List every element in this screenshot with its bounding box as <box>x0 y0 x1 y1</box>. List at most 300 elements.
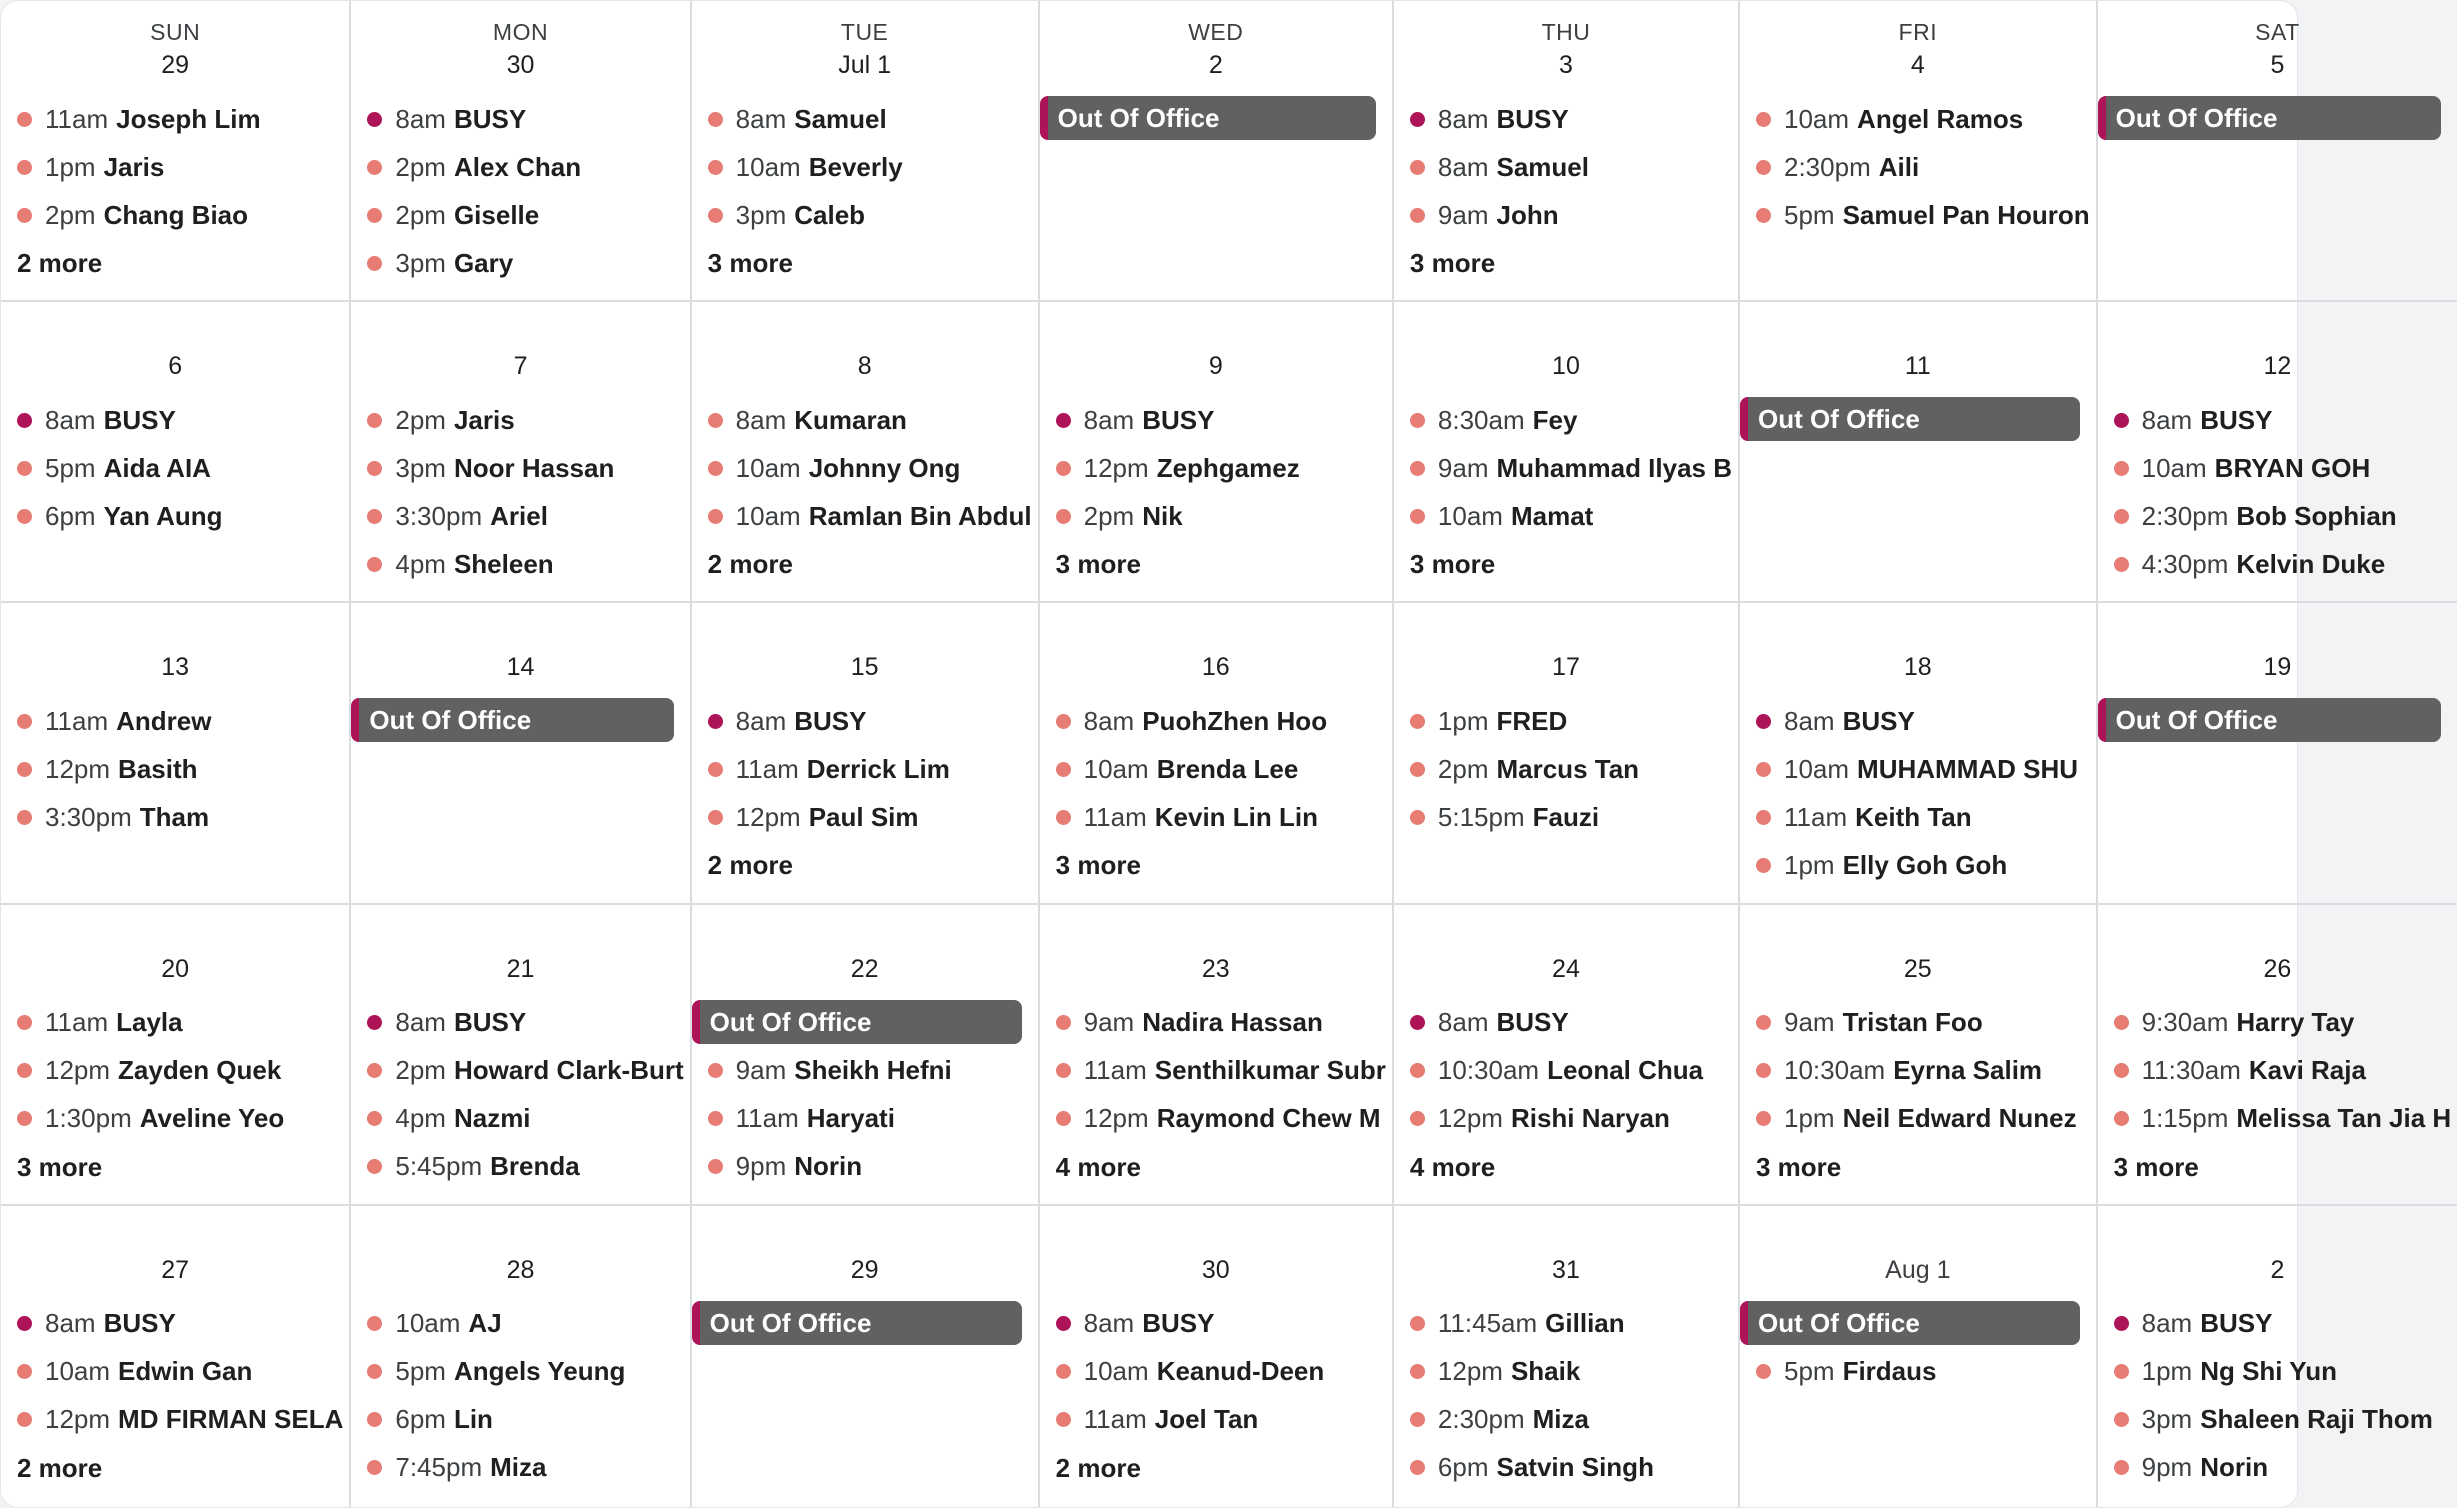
event-title: Leonal Chua <box>1547 1055 1704 1086</box>
busy-event[interactable] <box>1040 1300 1392 1348</box>
more-events-link[interactable]: 3 more <box>707 248 793 278</box>
out-of-office-chip[interactable]: Out Of Office <box>351 698 673 742</box>
day-cell[interactable] <box>1740 1 2098 302</box>
event-list <box>351 396 689 588</box>
calendar-event[interactable] <box>1740 191 2096 239</box>
event-list <box>692 1300 1038 1348</box>
event-time: 9am <box>735 1055 787 1086</box>
day-number[interactable]: 14 <box>506 653 535 682</box>
calendar-event[interactable] <box>351 396 689 444</box>
event-title: BRYAN GOH <box>2214 452 2371 483</box>
event-time: 9pm <box>735 1151 787 1182</box>
event-time: 10am <box>45 1356 111 1387</box>
calendar-event[interactable] <box>2098 1047 2457 1095</box>
event-title: Shaleen Raji Thom <box>2200 1404 2433 1435</box>
calendar-event[interactable] <box>1 999 349 1047</box>
day-cell[interactable] <box>692 302 1040 603</box>
calendar-event[interactable] <box>1740 745 2096 793</box>
event-color-dot-icon <box>1056 810 1071 825</box>
event-title: Bob Sophian <box>2236 500 2397 531</box>
out-of-office-chip[interactable]: Out Of Office <box>692 1301 1022 1345</box>
day-cell[interactable] <box>1 1 351 302</box>
calendar-event[interactable] <box>692 95 1038 143</box>
calendar-event[interactable] <box>1 745 349 793</box>
day-cell[interactable] <box>1394 302 1740 603</box>
event-title: Fauzi <box>1532 801 1600 832</box>
day-number[interactable]: 12 <box>2263 352 2292 381</box>
event-time: 8am <box>45 1308 96 1339</box>
event-time: 10am <box>735 500 801 531</box>
day-cell[interactable] <box>1394 905 1740 1206</box>
event-time: 10am <box>735 151 801 182</box>
event-color-dot-icon <box>1756 160 1771 175</box>
out-of-office-chip[interactable]: Out Of Office <box>1040 96 1376 140</box>
calendar-event[interactable] <box>1394 1444 1738 1492</box>
day-cell[interactable] <box>2098 1206 2457 1507</box>
event-time: 3pm <box>395 452 446 483</box>
day-cell[interactable] <box>1 905 351 1206</box>
busy-event[interactable] <box>351 999 689 1047</box>
event-title: Sheikh Hefni <box>794 1055 952 1086</box>
calendar-event[interactable] <box>1 95 349 143</box>
event-title: Beverly <box>808 151 903 182</box>
day-cell[interactable] <box>1 302 351 603</box>
busy-event[interactable] <box>2098 1300 2457 1348</box>
day-cell[interactable] <box>1740 603 2098 904</box>
day-number[interactable]: 3 <box>1559 51 1573 79</box>
calendar-event[interactable] <box>1040 999 1392 1047</box>
day-cell[interactable] <box>351 1 691 302</box>
day-cell[interactable] <box>2098 603 2457 904</box>
event-title: Edwin Gan <box>118 1356 253 1387</box>
day-cell[interactable] <box>1394 1206 1740 1507</box>
calendar-event[interactable] <box>1394 745 1738 793</box>
event-list <box>692 999 1038 1191</box>
event-time: 2pm <box>395 1055 446 1086</box>
day-of-week-header: MON <box>492 19 549 45</box>
event-color-dot-icon <box>1410 112 1425 127</box>
day-cell[interactable] <box>692 1 1040 302</box>
event-title: Tham <box>139 801 210 832</box>
event-color-dot-icon <box>2114 1111 2129 1126</box>
calendar-event[interactable] <box>351 143 689 191</box>
event-color-dot-icon <box>367 509 382 524</box>
more-events-link[interactable]: 3 more <box>17 1151 103 1182</box>
calendar-event[interactable] <box>1 1095 349 1143</box>
more-events-link[interactable]: 2 more <box>1055 1452 1141 1483</box>
day-cell[interactable] <box>2098 905 2457 1206</box>
calendar-event[interactable] <box>1 492 349 540</box>
calendar-event[interactable] <box>1740 841 2096 889</box>
calendar-event[interactable] <box>351 1300 689 1348</box>
calendar-event[interactable] <box>692 745 1038 793</box>
event-color-dot-icon <box>17 1111 32 1126</box>
calendar-event[interactable] <box>1740 1095 2096 1143</box>
event-title: Marcus Tan <box>1496 753 1640 784</box>
day-number[interactable]: 4 <box>1910 51 1925 79</box>
calendar-event[interactable] <box>1394 1047 1738 1095</box>
day-number[interactable]: 13 <box>161 653 190 682</box>
more-events-link[interactable]: 2 more <box>17 1452 103 1483</box>
event-title: MUHAMMAD SHU <box>1857 753 2079 784</box>
event-time: 12pm <box>1437 1356 1503 1387</box>
calendar-event[interactable] <box>351 1143 689 1191</box>
calendar-event[interactable] <box>1740 95 2096 143</box>
event-color-dot-icon <box>1056 1111 1071 1126</box>
event-time: 5pm <box>1784 199 1835 230</box>
day-cell[interactable] <box>1740 302 2098 603</box>
event-time: 8am <box>1784 705 1835 736</box>
day-number[interactable]: 16 <box>1201 653 1230 682</box>
event-time: 10am <box>2141 452 2207 483</box>
event-time: 8am <box>735 404 787 435</box>
more-events-link[interactable]: 3 more <box>1409 248 1496 278</box>
out-of-office-chip[interactable]: Out Of Office <box>1740 1301 2080 1345</box>
calendar-event[interactable] <box>2098 999 2457 1047</box>
out-of-office-chip[interactable]: Out Of Office <box>2098 698 2442 742</box>
event-color-dot-icon <box>367 1015 382 1030</box>
day-number[interactable]: 27 <box>161 1255 190 1284</box>
day-number[interactable]: 19 <box>2263 653 2292 682</box>
calendar-event[interactable] <box>351 191 689 239</box>
event-list <box>1740 697 2096 889</box>
calendar-event[interactable] <box>1394 492 1738 540</box>
event-title: BUSY <box>1496 1007 1569 1038</box>
event-color-dot-icon <box>2114 509 2129 524</box>
event-color-dot-icon <box>1756 112 1771 127</box>
event-color-dot-icon <box>1056 1316 1071 1331</box>
out-of-office-chip[interactable]: Out Of Office <box>1740 397 2080 441</box>
calendar-event[interactable] <box>351 239 689 287</box>
calendar-event[interactable] <box>1 793 349 841</box>
more-events-link[interactable]: 3 more <box>1409 549 1496 580</box>
calendar-event[interactable] <box>2098 540 2457 588</box>
calendar-event[interactable] <box>1394 697 1738 745</box>
day-number[interactable]: 11 <box>1904 352 1931 381</box>
event-color-dot-icon <box>17 762 32 777</box>
day-number[interactable]: 5 <box>2270 51 2285 79</box>
event-title: Lin <box>453 1404 493 1435</box>
more-events-link[interactable]: 2 more <box>17 248 103 278</box>
event-title: Senthilkumar Subr <box>1154 1055 1386 1086</box>
out-of-office-chip[interactable]: Out Of Office <box>692 1000 1022 1044</box>
event-title: Muhammad Ilyas B <box>1496 452 1732 483</box>
event-title: Andrew <box>116 705 212 736</box>
event-title: Samuel <box>1496 151 1589 182</box>
calendar-event[interactable] <box>692 1095 1038 1143</box>
day-number[interactable]: 18 <box>1903 653 1932 682</box>
calendar-event[interactable] <box>1040 1348 1392 1396</box>
day-number[interactable]: 7 <box>513 352 528 381</box>
calendar-event[interactable] <box>351 1047 689 1095</box>
calendar-event[interactable] <box>351 492 689 540</box>
day-number[interactable]: 24 <box>1552 954 1580 983</box>
event-color-dot-icon <box>1756 810 1771 825</box>
calendar-event[interactable] <box>1040 492 1392 540</box>
calendar-event[interactable] <box>351 1444 689 1492</box>
calendar-event[interactable] <box>1394 191 1738 239</box>
calendar-event[interactable] <box>1394 1348 1738 1396</box>
calendar-event[interactable] <box>692 444 1038 492</box>
day-cell[interactable] <box>1394 1 1740 302</box>
day-cell[interactable] <box>1 603 351 904</box>
event-list <box>1394 999 1738 1191</box>
day-cell[interactable] <box>692 603 1040 904</box>
event-time: 3:30pm <box>45 801 132 832</box>
calendar-event[interactable] <box>1040 793 1392 841</box>
busy-event[interactable] <box>1394 95 1738 143</box>
event-time: 12pm <box>735 801 801 832</box>
calendar-event[interactable] <box>351 444 689 492</box>
day-cell[interactable] <box>1040 302 1394 603</box>
day-cell[interactable] <box>2098 302 2457 603</box>
calendar-event[interactable] <box>1 444 349 492</box>
busy-event[interactable] <box>1394 999 1738 1047</box>
day-cell[interactable] <box>351 905 691 1206</box>
event-title: Caleb <box>794 199 866 230</box>
event-time: 11:45am <box>1437 1308 1538 1339</box>
calendar-event[interactable] <box>1740 999 2096 1047</box>
event-color-dot-icon <box>2114 1015 2129 1030</box>
event-color-dot-icon <box>17 413 32 428</box>
day-number[interactable]: 31 <box>1552 1255 1580 1284</box>
day-number[interactable]: 2 <box>1208 51 1223 79</box>
calendar-event[interactable] <box>692 492 1038 540</box>
more-events-link[interactable]: 3 more <box>1756 1151 1842 1182</box>
event-title: Joseph Lim <box>116 103 261 134</box>
calendar-event[interactable] <box>1394 396 1738 444</box>
busy-event[interactable] <box>1 1300 349 1348</box>
event-list <box>1040 999 1392 1191</box>
event-list <box>2098 697 2457 745</box>
busy-event[interactable] <box>1040 396 1392 444</box>
calendar-event[interactable] <box>1040 1396 1392 1444</box>
day-number[interactable]: 30 <box>1201 1255 1230 1284</box>
calendar-event[interactable] <box>1394 793 1738 841</box>
event-color-dot-icon <box>1756 858 1771 873</box>
day-number[interactable]: 8 <box>857 352 872 381</box>
event-time: 10am <box>1083 753 1149 784</box>
out-of-office-chip[interactable]: Out Of Office <box>2098 96 2442 140</box>
calendar-event[interactable] <box>2098 1396 2457 1444</box>
more-events-link[interactable]: 3 more <box>1055 549 1141 580</box>
event-time: 8am <box>45 404 96 435</box>
event-title: BUSY <box>453 103 527 134</box>
day-cell[interactable] <box>1740 1206 2098 1507</box>
event-title: BUSY <box>103 404 176 435</box>
event-time: 9am <box>1784 1007 1835 1038</box>
day-number[interactable]: Jul 1 <box>838 51 892 79</box>
day-number[interactable]: 22 <box>850 954 879 983</box>
calendar-event[interactable] <box>692 793 1038 841</box>
calendar-event[interactable] <box>1740 1047 2096 1095</box>
event-time: 4pm <box>395 1103 446 1134</box>
event-time: 3:30pm <box>395 500 483 531</box>
day-cell[interactable] <box>1040 1206 1394 1507</box>
event-color-dot-icon <box>2114 1063 2129 1078</box>
event-time: 9:30am <box>2141 1007 2229 1038</box>
calendar-event[interactable] <box>692 396 1038 444</box>
calendar-event[interactable] <box>1040 697 1392 745</box>
event-title: Harry Tay <box>2236 1007 2355 1038</box>
event-time: 2:30pm <box>1437 1404 1525 1435</box>
event-color-dot-icon <box>367 461 382 476</box>
calendar-event[interactable] <box>1 143 349 191</box>
day-number[interactable]: 23 <box>1201 954 1230 983</box>
more-events-link[interactable]: 3 more <box>2113 1151 2199 1182</box>
busy-event[interactable] <box>351 95 689 143</box>
calendar-event[interactable] <box>351 540 689 588</box>
event-color-dot-icon <box>1410 1412 1425 1427</box>
calendar-event[interactable] <box>692 1047 1038 1095</box>
calendar-event[interactable] <box>1740 793 2096 841</box>
event-title: Keith Tan <box>1855 801 1972 832</box>
day-number[interactable]: 29 <box>850 1255 879 1284</box>
calendar-event[interactable] <box>1 1348 349 1396</box>
day-cell[interactable] <box>1040 1 1394 302</box>
event-title: John <box>1496 199 1559 230</box>
more-events-link[interactable]: 4 more <box>1409 1151 1496 1182</box>
event-color-dot-icon <box>17 714 32 729</box>
calendar-event[interactable] <box>1040 745 1392 793</box>
event-title: Aida AIA <box>103 452 211 483</box>
event-time: 6pm <box>45 500 96 531</box>
event-time: 11am <box>45 103 109 134</box>
day-number[interactable]: 20 <box>161 954 190 983</box>
event-time: 7:45pm <box>395 1452 483 1483</box>
event-time: 11am <box>1784 801 1848 832</box>
day-cell[interactable] <box>1740 905 2098 1206</box>
calendar-event[interactable] <box>351 1095 689 1143</box>
calendar-event[interactable] <box>1040 1047 1392 1095</box>
event-color-dot-icon <box>17 1015 32 1030</box>
event-title: Raymond Chew M <box>1156 1103 1381 1134</box>
more-events-link[interactable]: 4 more <box>1055 1151 1141 1182</box>
calendar-event[interactable] <box>1 1396 349 1444</box>
event-title: Firdaus <box>1842 1356 1937 1387</box>
day-number[interactable]: 17 <box>1552 653 1580 682</box>
event-list <box>1 999 349 1191</box>
busy-event[interactable] <box>692 697 1038 745</box>
day-number[interactable]: 2 <box>2270 1255 2285 1284</box>
out-of-office-row <box>2098 697 2457 745</box>
calendar-event[interactable] <box>2098 1444 2457 1492</box>
day-cell[interactable] <box>351 302 691 603</box>
calendar-event[interactable] <box>692 191 1038 239</box>
day-number[interactable]: 6 <box>168 352 183 381</box>
calendar-event[interactable] <box>351 1396 689 1444</box>
event-color-dot-icon <box>708 1159 723 1174</box>
event-time: 6pm <box>395 1404 446 1435</box>
event-time: 11am <box>45 1007 109 1038</box>
calendar-event[interactable] <box>1 697 349 745</box>
calendar-event[interactable] <box>1394 143 1738 191</box>
event-time: 5pm <box>395 1356 446 1387</box>
calendar-event[interactable] <box>2098 1095 2457 1143</box>
day-number[interactable]: 28 <box>506 1255 535 1284</box>
event-time: 2pm <box>395 151 446 182</box>
busy-event[interactable] <box>1 396 349 444</box>
event-title: Eyrna Salim <box>1893 1055 2043 1086</box>
event-color-dot-icon <box>367 160 382 175</box>
calendar-event[interactable] <box>1394 1300 1738 1348</box>
calendar-event[interactable] <box>1740 143 2096 191</box>
event-time: 9am <box>1083 1007 1135 1038</box>
event-list <box>1394 95 1738 287</box>
day-number[interactable]: 25 <box>1903 954 1932 983</box>
busy-event[interactable] <box>1740 697 2096 745</box>
calendar-event[interactable] <box>1740 1348 2096 1396</box>
day-number[interactable]: 9 <box>1208 352 1223 381</box>
calendar-grid <box>1 1 2452 1507</box>
out-of-office-row <box>692 999 1038 1047</box>
calendar-event[interactable] <box>692 143 1038 191</box>
event-time: 2pm <box>45 199 96 230</box>
event-color-dot-icon <box>1056 461 1071 476</box>
event-color-dot-icon <box>17 461 32 476</box>
calendar-event[interactable] <box>1394 1396 1738 1444</box>
calendar-event[interactable] <box>351 1348 689 1396</box>
day-number[interactable]: 30 <box>506 51 535 79</box>
event-time: 10:30am <box>1784 1055 1886 1086</box>
busy-event[interactable] <box>2098 396 2457 444</box>
calendar-event[interactable] <box>2098 1348 2457 1396</box>
event-color-dot-icon <box>708 112 723 127</box>
event-color-dot-icon <box>1056 1015 1071 1030</box>
calendar-event[interactable] <box>1040 444 1392 492</box>
day-number[interactable]: 26 <box>2263 954 2292 983</box>
event-list <box>1740 1300 2096 1396</box>
day-number[interactable]: 10 <box>1552 352 1580 381</box>
more-events-link[interactable]: 2 more <box>707 850 793 881</box>
more-events-link[interactable]: 3 more <box>1055 850 1141 881</box>
more-events-link[interactable]: 2 more <box>707 549 793 580</box>
calendar-event[interactable] <box>692 1143 1038 1191</box>
day-number[interactable]: Aug 1 <box>1885 1255 1951 1284</box>
calendar-event[interactable] <box>1394 1095 1738 1143</box>
event-color-dot-icon <box>367 256 382 271</box>
event-list <box>1740 999 2096 1191</box>
calendar-event[interactable] <box>1 191 349 239</box>
day-cell[interactable] <box>351 603 691 904</box>
event-title: Mamat <box>1510 500 1594 531</box>
day-cell[interactable] <box>1040 603 1394 904</box>
event-color-dot-icon <box>708 762 723 777</box>
calendar-event[interactable] <box>1040 1095 1392 1143</box>
day-cell[interactable] <box>1394 603 1740 904</box>
event-time: 8am <box>1083 404 1135 435</box>
event-time: 9pm <box>2141 1452 2193 1483</box>
day-cell[interactable] <box>692 1206 1040 1507</box>
day-number[interactable]: 21 <box>506 954 535 983</box>
calendar-event[interactable] <box>1394 444 1738 492</box>
event-title: Samuel Pan Houron <box>1842 199 2090 230</box>
day-cell[interactable] <box>351 1206 691 1507</box>
day-cell[interactable] <box>1 1206 351 1507</box>
day-cell[interactable] <box>692 905 1040 1206</box>
event-color-dot-icon <box>708 413 723 428</box>
event-list <box>1740 396 2096 444</box>
day-number[interactable]: 29 <box>161 51 190 79</box>
day-cell[interactable] <box>1040 905 1394 1206</box>
day-cell[interactable] <box>2098 1 2457 302</box>
out-of-office-row <box>1040 95 1392 143</box>
calendar-event[interactable] <box>2098 492 2457 540</box>
event-time: 2:30pm <box>1784 151 1871 182</box>
calendar-event[interactable] <box>2098 444 2457 492</box>
day-number[interactable]: 15 <box>850 653 879 682</box>
calendar-event[interactable] <box>1 1047 349 1095</box>
